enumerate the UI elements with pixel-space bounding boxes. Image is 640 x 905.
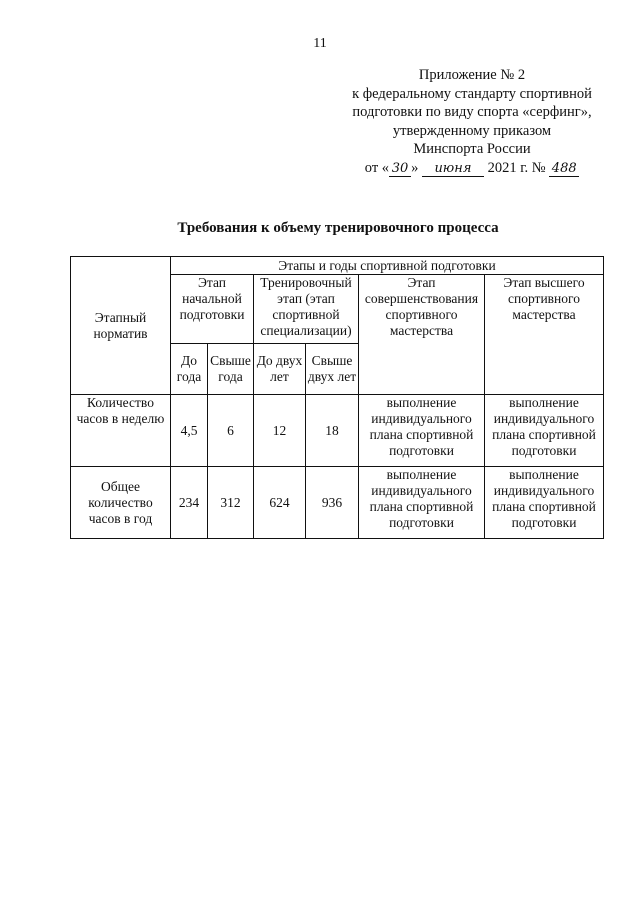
row-header-cell: Этапный норматив: [71, 257, 171, 395]
table-cell: выполнение индивидуального плана спортивной подготовки: [485, 395, 604, 467]
document-title: Требования к объему тренировочного процесса: [177, 220, 499, 236]
stage-higher-header: Этап высшего спортивного мастерства: [485, 275, 604, 395]
page-number: 11: [313, 36, 327, 51]
sub-initial-2: Свыше года: [208, 344, 254, 395]
order-year: 2021 г. №: [487, 159, 546, 176]
appendix-line-5: Минспорта России: [413, 141, 531, 157]
requirements-table: [70, 256, 604, 539]
appendix-line-3: подготовки по виду спорта «серфинг»,: [352, 104, 592, 120]
table-cell: 624: [254, 467, 306, 539]
table-cell: 312: [208, 467, 254, 539]
table-row: [71, 467, 604, 539]
table-cell: 18: [306, 395, 359, 467]
stage-training-header: Тренировочный этап (этап спортивной специализации): [254, 275, 359, 344]
order-date-line: [336, 159, 608, 178]
table-cell: выполнение индивидуального плана спортивной подготовки: [359, 395, 485, 467]
stage-improvement-header: Этап совершенствования спортивного мастерства: [359, 275, 485, 395]
date-quote-close: »: [411, 159, 419, 176]
stage-initial-header: Этап начальной подготовки: [171, 275, 254, 344]
table-cell: выполнение индивидуального плана спортивной подготовки: [359, 467, 485, 539]
table-cell: 6: [208, 395, 254, 467]
appendix-line-1: Приложение № 2: [418, 67, 526, 83]
table-cell: выполнение индивидуального плана спортивной подготовки: [485, 467, 604, 539]
date-prefix: от «: [364, 159, 390, 176]
order-number: 488: [549, 162, 579, 177]
order-month: июня: [422, 162, 484, 177]
table-cell: 4,5: [171, 395, 208, 467]
sub-initial-1: До года: [171, 344, 208, 395]
appendix-line-4: утвержденному приказом: [392, 122, 552, 139]
order-day: 30: [389, 162, 411, 177]
sub-training-1: До двух лет: [254, 344, 306, 395]
table-row: [71, 395, 604, 467]
appendix-line-2: к федеральному стандарту спортивной: [352, 85, 592, 102]
row-label: Общее количество часов в год: [71, 467, 171, 539]
table-cell: 936: [306, 467, 359, 539]
appendix-block: [336, 66, 608, 177]
row-label: Количество часов в неделю: [71, 395, 171, 467]
table-cell: 12: [254, 395, 306, 467]
sub-training-2: Свыше двух лет: [306, 344, 359, 395]
stages-group-header: Этапы и годы спортивной подготовки: [171, 257, 604, 275]
table-cell: 234: [171, 467, 208, 539]
